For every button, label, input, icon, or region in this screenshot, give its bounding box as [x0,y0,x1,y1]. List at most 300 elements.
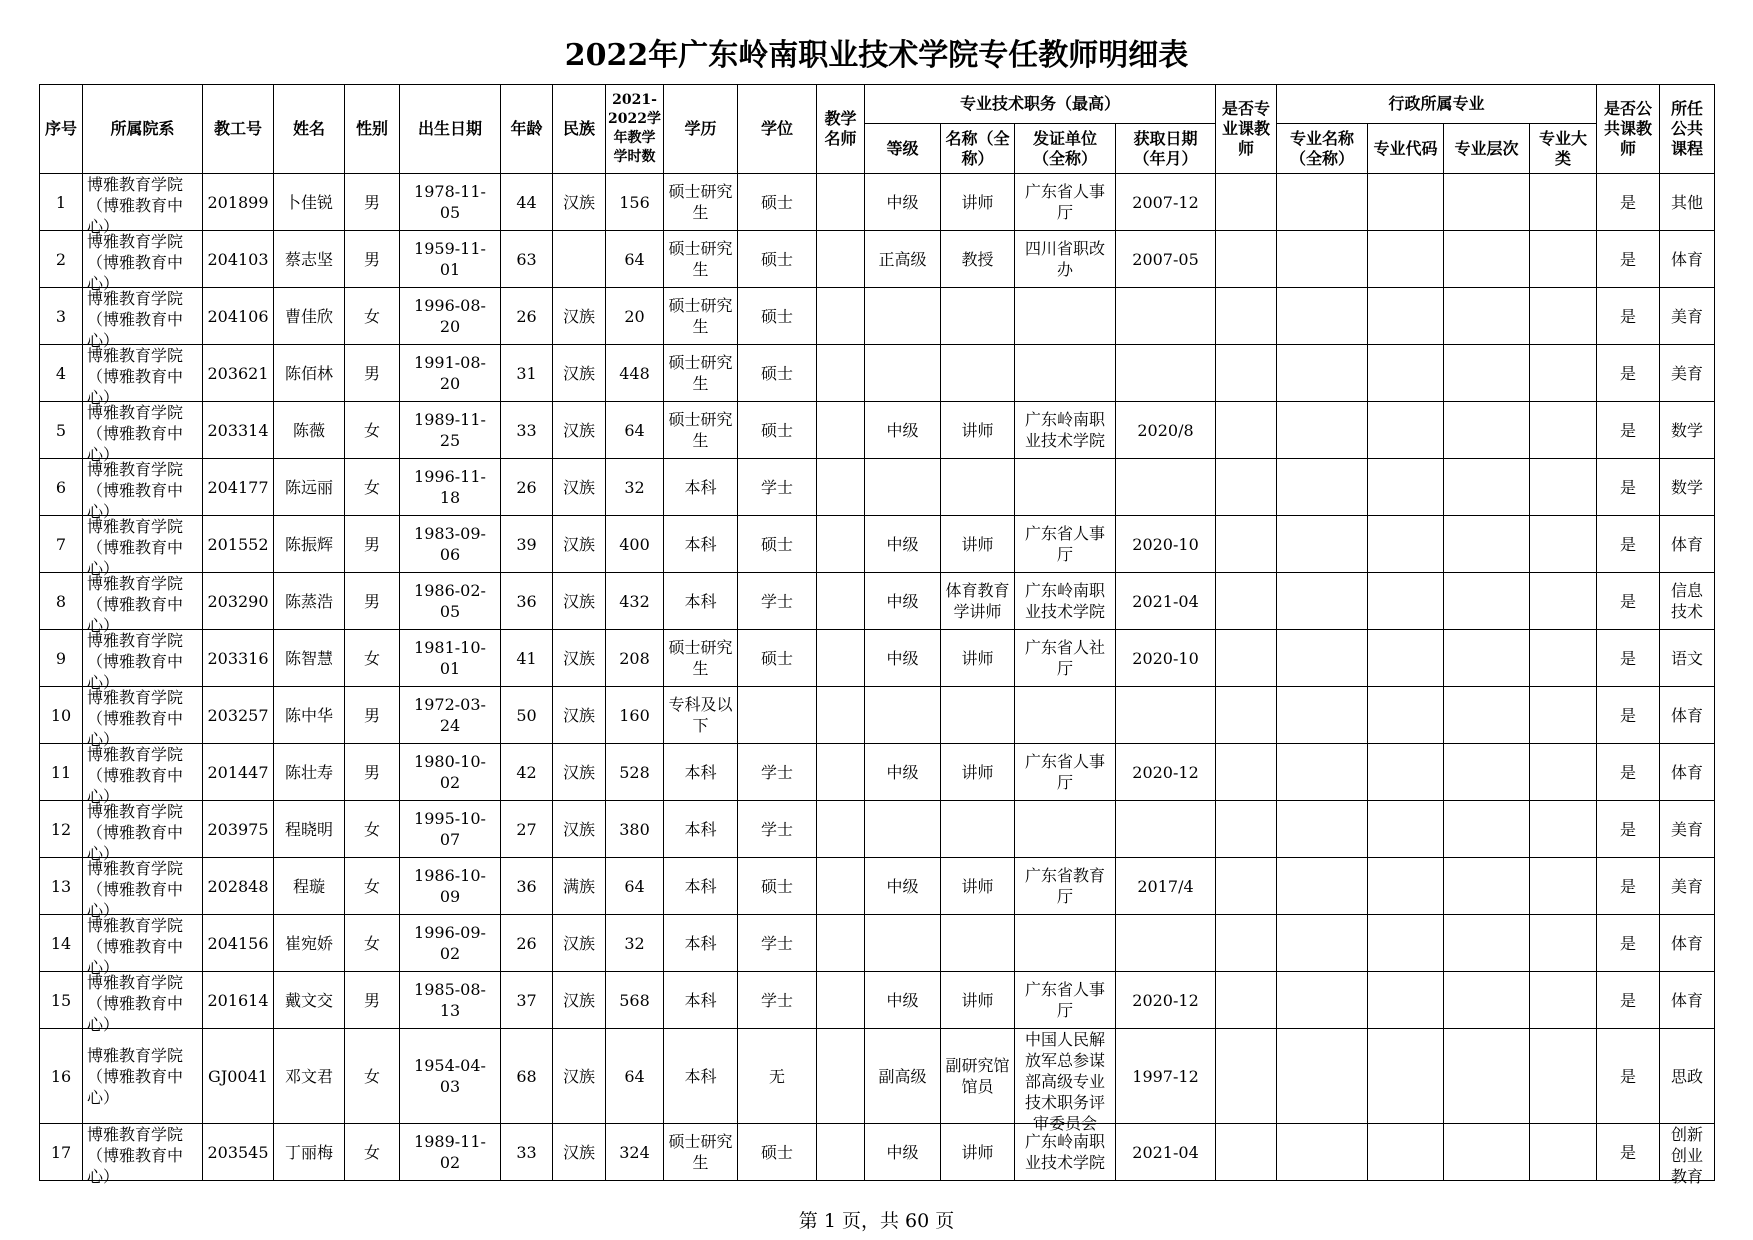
cell-title-issuer [1015,801,1116,858]
cell-is-public-teacher [1597,516,1660,573]
cell-content [400,858,500,914]
birth-date-value: 1989-11-25 [414,410,486,450]
cell-content [606,744,663,800]
cell-content [1368,630,1443,686]
age-value: 42 [516,762,537,782]
cell-major-name [1277,972,1368,1029]
title-date-value: 2020-10 [1132,648,1199,668]
cell-content [83,630,202,692]
cell-education [664,516,738,573]
cell-content [664,687,737,743]
cell-content [83,972,202,1034]
cell-content [501,972,552,1028]
cell-title-issuer [1015,972,1116,1029]
is-public-teacher-value: 是 [1620,306,1637,326]
cell-teaching-hours [606,630,664,687]
cell-degree [738,459,817,516]
cell-title-level [865,801,941,858]
birth-date-value: 1985-08-13 [414,980,486,1020]
public-course-value: 语文 [1671,648,1704,668]
cell-teaching-hours [606,915,664,972]
cell-content [83,801,202,863]
cell-title-issuer [1015,915,1116,972]
cell-content [345,1029,399,1123]
cell-is-major-teacher [1216,573,1277,630]
cell-content [274,687,344,743]
cell-content [501,345,552,401]
cell-content [1530,345,1596,401]
cell-content [274,1029,344,1123]
cell-content [553,915,605,971]
cell-content [345,573,399,629]
cell-content [501,1124,552,1180]
cell-department [83,1124,203,1186]
cell-department [83,516,203,578]
cell-is-major-teacher [1216,345,1277,402]
cell-content [40,915,82,971]
cell-birth-date [400,687,501,744]
cell-content [1444,858,1529,914]
degree-value: 硕士 [760,534,793,554]
cell-content [1444,174,1529,230]
is-public-teacher-value: 是 [1620,819,1637,839]
cell-content [817,915,864,971]
cell-content [1444,744,1529,800]
cell-department [83,915,203,977]
cell-content [1015,459,1115,515]
is-public-teacher-value: 是 [1620,705,1637,725]
department-value: 博雅教育学院（博雅教育中心） [87,460,184,521]
cell-content [274,345,344,401]
cell-content [1116,516,1215,572]
cell-content [1530,459,1596,515]
name-value: 程晓明 [284,819,333,839]
cell-degree [738,630,817,687]
name-value: 丁丽梅 [284,1142,333,1162]
cell-content [83,744,202,806]
cell-major-code [1368,630,1444,687]
header-title-date: 获取日期（年月） [1116,124,1216,174]
cell-content [738,174,816,230]
cell-public-course [1660,231,1715,288]
header-is-major-teacher: 是否专业课教师 [1216,85,1277,174]
title-date-value: 1997-12 [1132,1066,1199,1086]
cell-seq [40,573,83,630]
table-header [40,85,1715,174]
cell-content [941,516,1014,572]
degree-value: 学士 [760,819,793,839]
title-name-value: 讲师 [961,1142,994,1162]
header-birth-date: 出生日期 [400,85,501,174]
cell-title-name [941,687,1015,744]
cell-content [400,915,500,971]
table-row [40,744,1715,801]
cell-content [1660,174,1714,230]
birth-date-value: 1991-08-20 [414,353,486,393]
table-row [40,801,1715,858]
cell-content [1015,744,1115,800]
cell-title-date [1116,972,1216,1029]
cell-name [274,1124,345,1181]
cell-content [400,516,500,572]
cell-content [1216,915,1276,971]
cell-content [400,459,500,515]
cell-title-level [865,630,941,687]
cell-content [40,1124,82,1180]
birth-date-value: 1972-03-24 [414,695,486,735]
seq-value: 6 [55,477,67,497]
cell-content [501,174,552,230]
cell-content [203,858,273,914]
cell-content [1530,516,1596,572]
table-row [40,288,1715,345]
staff-id-value: 202848 [207,876,269,896]
header-teaching-hours: 2021-2022学年教学学时数 [606,85,664,174]
cell-content [1116,174,1215,230]
gender-value: 男 [363,591,380,611]
cell-content [1116,972,1215,1028]
cell-content [1368,744,1443,800]
ethnicity-value: 汉族 [562,990,595,1010]
cell-content [606,1124,663,1180]
cell-title-issuer [1015,687,1116,744]
is-public-teacher-value: 是 [1620,990,1637,1010]
cell-content [1216,516,1276,572]
department-value: 博雅教育学院（博雅教育中心） [87,973,184,1034]
cell-department [83,1029,203,1124]
cell-major-code [1368,459,1444,516]
cell-department [83,174,203,236]
cell-content [1216,744,1276,800]
cell-content [203,174,273,230]
cell-is-major-teacher [1216,972,1277,1029]
name-value: 陈薇 [292,420,325,440]
cell-content [1444,801,1529,857]
cell-content [1444,231,1529,287]
cell-content [865,801,940,857]
staff-id-value: 204177 [207,477,269,497]
cell-content [1216,459,1276,515]
cell-degree [738,972,817,1029]
header-is-public-teacher: 是否公共课教师 [1597,85,1660,174]
age-value: 26 [516,477,537,497]
header-major-group: 行政所属专业 [1277,85,1597,124]
cell-title-date [1116,858,1216,915]
cell-content [1015,1124,1115,1180]
header-staff-id: 教工号 [203,85,274,174]
cell-content [865,1029,940,1123]
cell-name [274,801,345,858]
gender-value: 女 [363,1142,380,1162]
cell-teaching-hours [606,516,664,573]
gender-value: 女 [363,933,380,953]
cell-major-level [1444,687,1530,744]
age-value: 36 [516,591,537,611]
title-name-value: 讲师 [961,534,994,554]
header-title-group: 专业技术职务（最高） [865,85,1216,124]
cell-title-date [1116,915,1216,972]
cell-teaching-master [817,345,865,402]
title-issuer-value: 广东岭南职业技术学院 [1024,410,1105,450]
title-issuer-value: 广东省人事厅 [1024,752,1105,792]
cell-name [274,573,345,630]
cell-content [1530,687,1596,743]
cell-content [817,801,864,857]
cell-title-issuer [1015,231,1116,288]
cell-is-public-teacher [1597,1029,1660,1124]
cell-teaching-master [817,1124,865,1181]
cell-content [1368,801,1443,857]
cell-content [1597,687,1659,743]
cell-content [274,972,344,1028]
cell-content [40,801,82,857]
cell-content [1368,174,1443,230]
cell-content [941,1124,1014,1180]
title-date-value: 2021-04 [1132,1142,1199,1162]
public-course-value: 体育 [1671,933,1704,953]
cell-title-level [865,915,941,972]
cell-title-level [865,459,941,516]
cell-content [274,744,344,800]
cell-ethnicity [553,1029,606,1124]
cell-content [941,573,1014,629]
cell-birth-date [400,630,501,687]
cell-content [553,174,605,230]
cell-seq [40,972,83,1029]
cell-department [83,858,203,920]
cell-major-name [1277,459,1368,516]
department-value: 博雅教育学院（博雅教育中心） [87,745,184,806]
name-value: 卜佳锐 [284,192,333,212]
cell-content [606,687,663,743]
cell-content [1597,744,1659,800]
header-title-name: 名称（全称） [941,124,1015,174]
cell-content [1277,972,1367,1028]
cell-is-major-teacher [1216,174,1277,231]
cell-major-code [1368,516,1444,573]
cell-major-category [1530,402,1597,459]
cell-content [1116,1029,1215,1123]
cell-education [664,231,738,288]
cell-seq [40,288,83,345]
table-body [40,174,1715,1186]
cell-content [738,915,816,971]
cell-is-major-teacher [1216,1124,1277,1181]
cell-public-course [1660,915,1715,972]
cell-is-public-teacher [1597,288,1660,345]
degree-value: 硕士 [760,306,793,326]
cell-content [1277,858,1367,914]
cell-major-category [1530,174,1597,231]
education-value: 硕士研究生 [668,410,733,450]
title-date-value: 2020-12 [1132,762,1199,782]
cell-content [1530,1124,1596,1180]
cell-major-name [1277,174,1368,231]
is-public-teacher-value: 是 [1620,363,1637,383]
is-public-teacher-value: 是 [1620,1142,1637,1162]
cell-teaching-hours [606,459,664,516]
cell-content [1216,345,1276,401]
cell-content [1530,801,1596,857]
cell-content [738,231,816,287]
cell-name [274,288,345,345]
cell-content [738,345,816,401]
cell-content [345,801,399,857]
cell-education [664,1124,738,1181]
cell-teaching-master [817,231,865,288]
cell-content [664,630,737,686]
seq-value: 5 [55,420,67,440]
cell-content [203,573,273,629]
cell-major-code [1368,288,1444,345]
cell-title-name [941,1029,1015,1124]
cell-content [40,573,82,629]
cell-content [83,516,202,578]
cell-content [203,231,273,287]
table-row [40,459,1715,516]
cell-content [400,174,500,230]
cell-content [1216,687,1276,743]
cell-content [274,288,344,344]
cell-major-category [1530,1029,1597,1124]
age-value: 44 [516,192,537,212]
cell-content [1277,402,1367,458]
cell-ethnicity [553,174,606,231]
cell-public-course [1660,801,1715,858]
table-row [40,858,1715,915]
cell-major-code [1368,858,1444,915]
title-name-value: 讲师 [961,192,994,212]
cell-title-date [1116,231,1216,288]
cell-content [664,174,737,230]
department-value: 博雅教育学院（博雅教育中心） [87,916,184,977]
cell-content [941,288,1014,344]
cell-title-date [1116,573,1216,630]
cell-department [83,972,203,1034]
cell-content [1216,801,1276,857]
education-value: 硕士研究生 [668,353,733,393]
cell-name [274,687,345,744]
cell-content [664,1029,737,1123]
cell-title-date [1116,1029,1216,1124]
cell-content [1530,174,1596,230]
table-row [40,972,1715,1029]
cell-content [345,345,399,401]
cell-content [83,345,202,407]
gender-value: 男 [363,705,380,725]
cell-content [664,345,737,401]
teaching-hours-value: 156 [619,192,650,212]
cell-content [274,231,344,287]
cell-content [1444,1124,1529,1180]
cell-content [1660,345,1714,401]
cell-content [1277,915,1367,971]
cell-major-code [1368,1124,1444,1181]
cell-content [606,915,663,971]
department-value: 博雅教育学院（博雅教育中心） [87,403,184,464]
title-name-value: 体育教育学讲师 [945,581,1010,621]
cell-title-level [865,174,941,231]
cell-birth-date [400,402,501,459]
cell-teaching-master [817,288,865,345]
cell-content [865,687,940,743]
is-public-teacher-value: 是 [1620,1066,1637,1086]
birth-date-value: 1996-08-20 [414,296,486,336]
cell-content [817,972,864,1028]
cell-is-major-teacher [1216,630,1277,687]
cell-content [1660,687,1714,743]
cell-name [274,174,345,231]
cell-major-level [1444,801,1530,858]
cell-content [664,459,737,515]
cell-gender [345,516,400,573]
title-date-value: 2020-10 [1132,534,1199,554]
staff-id-value: GJ0041 [208,1066,268,1086]
table-row [40,573,1715,630]
cell-content [83,459,202,521]
cell-title-level [865,972,941,1029]
cell-content [1116,1124,1215,1180]
cell-content [345,858,399,914]
cell-seq [40,402,83,459]
cell-age [501,459,553,516]
cell-content [1216,288,1276,344]
cell-degree [738,687,817,744]
cell-is-public-teacher [1597,915,1660,972]
cell-major-category [1530,573,1597,630]
cell-content [865,744,940,800]
cell-content [1660,744,1714,800]
cell-gender [345,801,400,858]
cell-birth-date [400,288,501,345]
public-course-value: 体育 [1671,705,1704,725]
header-seq: 序号 [40,85,83,174]
cell-content [1015,516,1115,572]
cell-content [865,231,940,287]
cell-content [1015,801,1115,857]
table-row [40,345,1715,402]
table-row [40,687,1715,744]
title-level-value: 中级 [886,534,919,554]
staff-id-value: 203975 [207,819,269,839]
cell-title-name [941,459,1015,516]
ethnicity-value: 汉族 [562,363,595,383]
cell-content [664,915,737,971]
cell-major-code [1368,1029,1444,1124]
cell-teaching-master [817,687,865,744]
cell-content [1368,516,1443,572]
cell-is-public-teacher [1597,858,1660,915]
cell-content [1368,231,1443,287]
cell-staff-id [203,801,274,858]
teaching-hours-value: 432 [619,591,650,611]
cell-content [40,687,82,743]
age-value: 26 [516,306,537,326]
cell-education [664,573,738,630]
cell-content [817,744,864,800]
cell-content [1277,174,1367,230]
cell-content [817,516,864,572]
education-value: 专科及以下 [668,695,733,735]
cell-gender [345,1124,400,1181]
education-value: 硕士研究生 [668,296,733,336]
cell-major-category [1530,459,1597,516]
cell-content [1444,288,1529,344]
cell-content [606,516,663,572]
cell-content [606,630,663,686]
name-value: 崔宛娇 [284,933,333,953]
header-major-category: 专业大类 [1530,124,1597,174]
